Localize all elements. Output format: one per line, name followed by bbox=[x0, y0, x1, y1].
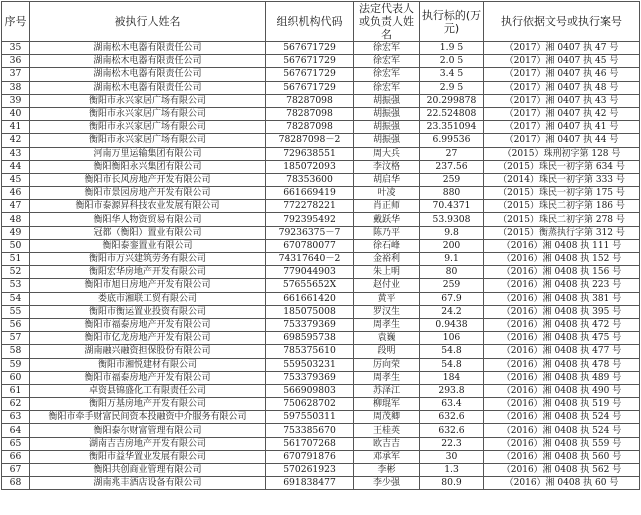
cell-representative: 徐宏军 bbox=[354, 55, 420, 68]
table-row bbox=[2, 147, 640, 160]
table-row bbox=[2, 345, 640, 358]
cell-seq: 68 bbox=[2, 477, 30, 490]
cell-seq: 64 bbox=[2, 424, 30, 437]
cell-representative: 戴跃华 bbox=[354, 213, 420, 226]
cell-amount: 3.4 5 bbox=[420, 68, 484, 81]
cell-org-code: 185072093 bbox=[266, 160, 354, 173]
cell-amount: 20.299878 bbox=[420, 94, 484, 107]
cell-representative: 王桂英 bbox=[354, 424, 420, 437]
table-row bbox=[2, 121, 640, 134]
cell-org-code: 785375610 bbox=[266, 345, 354, 358]
cell-doc-number: （2016）湘 0408 执 111 号 bbox=[484, 239, 640, 252]
cell-amount: 259 bbox=[420, 279, 484, 292]
cell-org-code: 567671729 bbox=[266, 42, 354, 55]
cell-amount: 67.9 bbox=[420, 292, 484, 305]
cell-representative: 欧吉吉 bbox=[354, 437, 420, 450]
cell-doc-number: （2015）珠民一初字第 634 号 bbox=[484, 160, 640, 173]
cell-doc-number: （2016）湘 0408 执 475 号 bbox=[484, 332, 640, 345]
cell-seq: 63 bbox=[2, 411, 30, 424]
cell-amount: 27 bbox=[420, 147, 484, 160]
cell-amount: 24.2 bbox=[420, 305, 484, 318]
table-row bbox=[2, 187, 640, 200]
cell-representative: 胡振强 bbox=[354, 94, 420, 107]
cell-org-code: 78287098 bbox=[266, 94, 354, 107]
cell-name: 衡阳泰尔财富管理有限公司 bbox=[30, 424, 266, 437]
cell-name: 湖南松木电器有限责任公司 bbox=[30, 55, 266, 68]
cell-representative: 胡振强 bbox=[354, 107, 420, 120]
table-row bbox=[2, 464, 640, 477]
cell-amount: 880 bbox=[420, 187, 484, 200]
cell-amount: 6.99536 bbox=[420, 134, 484, 147]
cell-doc-number: （2015）珠民二初字第 186 号 bbox=[484, 200, 640, 213]
table-row bbox=[2, 371, 640, 384]
cell-doc-number: （2016）湘 0408 执 524 号 bbox=[484, 411, 640, 424]
cell-doc-number: （2016）湘 0408 执 490 号 bbox=[484, 384, 640, 397]
cell-name: 衡阳市永兴家居广场有限公司 bbox=[30, 107, 266, 120]
cell-seq: 48 bbox=[2, 213, 30, 226]
cell-name: 湖南兆丰酒店设备有限公司 bbox=[30, 477, 266, 490]
cell-representative: 徐宏军 bbox=[354, 68, 420, 81]
table-row bbox=[2, 239, 640, 252]
cell-name: 衡阳市衡运置业投资有限公司 bbox=[30, 305, 266, 318]
cell-doc-number: （2014）珠民一初字第 333 号 bbox=[484, 173, 640, 186]
cell-name: 湖南融兴融资担保股份有限公司 bbox=[30, 345, 266, 358]
cell-org-code: 78287098 bbox=[266, 121, 354, 134]
cell-seq: 66 bbox=[2, 450, 30, 463]
cell-name: 衡阳泰銮置业有限公司 bbox=[30, 239, 266, 252]
cell-doc-number: （2015）衡蒸执行字第 312 号 bbox=[484, 226, 640, 239]
cell-doc-number: （2015）珠民二初字第 278 号 bbox=[484, 213, 640, 226]
cell-representative: 赵付业 bbox=[354, 279, 420, 292]
cell-name: 衡阳市泰源昇科技农业发展有限公司 bbox=[30, 200, 266, 213]
table-row bbox=[2, 477, 640, 490]
cell-org-code: 74317640－2 bbox=[266, 253, 354, 266]
cell-representative: 胡启华 bbox=[354, 173, 420, 186]
cell-doc-number: （2016）湘 0408 执 472 号 bbox=[484, 318, 640, 331]
table-row bbox=[2, 200, 640, 213]
cell-seq: 61 bbox=[2, 384, 30, 397]
cell-org-code: 661661420 bbox=[266, 292, 354, 305]
cell-amount: 632.6 bbox=[420, 424, 484, 437]
cell-name: 衡阳宏华房地产开发有限公司 bbox=[30, 266, 266, 279]
header-doc-number: 执行依据文号或执行案号 bbox=[484, 2, 640, 42]
cell-representative: 袁巍 bbox=[354, 332, 420, 345]
cell-name: 衡阳市永兴家居广场有限公司 bbox=[30, 94, 266, 107]
cell-representative: 罗汉生 bbox=[354, 305, 420, 318]
cell-name: 衡阳市益华置业发展有限公司 bbox=[30, 450, 266, 463]
cell-representative: 段明 bbox=[354, 345, 420, 358]
cell-seq: 52 bbox=[2, 266, 30, 279]
cell-name: 衡阳市旭日房地产开发有限公司 bbox=[30, 279, 266, 292]
cell-representative: 肖正师 bbox=[354, 200, 420, 213]
cell-doc-number: （2017）湘 0407 执 47 号 bbox=[484, 42, 640, 55]
cell-name: 衡阳华人物资贸易有限公司 bbox=[30, 213, 266, 226]
cell-amount: 293.8 bbox=[420, 384, 484, 397]
cell-representative: 李汶格 bbox=[354, 160, 420, 173]
cell-doc-number: （2016）湘 0408 执 395 号 bbox=[484, 305, 640, 318]
cell-representative: 金裕利 bbox=[354, 253, 420, 266]
cell-org-code: 559503231 bbox=[266, 358, 354, 371]
cell-doc-number: （2017）湘 0407 执 48 号 bbox=[484, 81, 640, 94]
table-row bbox=[2, 173, 640, 186]
cell-representative: 周大兵 bbox=[354, 147, 420, 160]
cell-name: 衡阳市牵手财富民间资本投融资中介服务有限公司 bbox=[30, 411, 266, 424]
cell-doc-number: （2015）珠刑初字第 128 号 bbox=[484, 147, 640, 160]
cell-org-code: 661669419 bbox=[266, 187, 354, 200]
cell-seq: 60 bbox=[2, 371, 30, 384]
cell-amount: 22.3 bbox=[420, 437, 484, 450]
table-row bbox=[2, 213, 640, 226]
cell-name: 衡阳市永兴家居广场有限公司 bbox=[30, 134, 266, 147]
cell-seq: 46 bbox=[2, 187, 30, 200]
cell-seq: 51 bbox=[2, 253, 30, 266]
header-representative: 法定代表人或负责人姓名 bbox=[354, 2, 420, 42]
cell-doc-number: （2016）湘 0408 执 519 号 bbox=[484, 398, 640, 411]
cell-doc-number: （2016）湘 0408 执 524 号 bbox=[484, 424, 640, 437]
cell-doc-number: （2017）湘 0407 执 41 号 bbox=[484, 121, 640, 134]
cell-org-code: 670791876 bbox=[266, 450, 354, 463]
table-row bbox=[2, 318, 640, 331]
table-row bbox=[2, 266, 640, 279]
cell-representative: 周孝生 bbox=[354, 318, 420, 331]
cell-seq: 53 bbox=[2, 279, 30, 292]
cell-org-code: 597550311 bbox=[266, 411, 354, 424]
header-org-code: 组织机构代码 bbox=[266, 2, 354, 42]
cell-org-code: 753379369 bbox=[266, 371, 354, 384]
cell-name: 衡阳市亿龙房地产开发有限公司 bbox=[30, 332, 266, 345]
cell-representative: 李少强 bbox=[354, 477, 420, 490]
cell-doc-number: （2016）湘 0408 执 156 号 bbox=[484, 266, 640, 279]
cell-org-code: 779044903 bbox=[266, 266, 354, 279]
cell-amount: 9.8 bbox=[420, 226, 484, 239]
cell-seq: 62 bbox=[2, 398, 30, 411]
table-row bbox=[2, 398, 640, 411]
cell-amount: 237.56 bbox=[420, 160, 484, 173]
cell-seq: 44 bbox=[2, 160, 30, 173]
table-row bbox=[2, 384, 640, 397]
table-row bbox=[2, 107, 640, 120]
cell-doc-number: （2016）湘 0408 执 223 号 bbox=[484, 279, 640, 292]
cell-doc-number: （2016）湘 0408 执 489 号 bbox=[484, 371, 640, 384]
cell-doc-number: （2017）湘 0407 执 42 号 bbox=[484, 107, 640, 120]
cell-seq: 55 bbox=[2, 305, 30, 318]
table-body bbox=[2, 42, 640, 490]
cell-seq: 39 bbox=[2, 94, 30, 107]
cell-seq: 37 bbox=[2, 68, 30, 81]
table-row bbox=[2, 81, 640, 94]
cell-name: 卓资县锦盛化工有限责任公司 bbox=[30, 384, 266, 397]
cell-name: 湖南松木电器有限责任公司 bbox=[30, 68, 266, 81]
cell-org-code: 185075008 bbox=[266, 305, 354, 318]
cell-amount: 2.9 5 bbox=[420, 81, 484, 94]
cell-name: 湖南松木电器有限责任公司 bbox=[30, 42, 266, 55]
table-row bbox=[2, 450, 640, 463]
table-row bbox=[2, 253, 640, 266]
cell-doc-number: （2016）湘 0408 执 152 号 bbox=[484, 253, 640, 266]
cell-representative: 叶凌 bbox=[354, 187, 420, 200]
cell-name: 娄底市湘联工贸有限公司 bbox=[30, 292, 266, 305]
table-row bbox=[2, 411, 640, 424]
cell-doc-number: （2017）湘 0407 执 43 号 bbox=[484, 94, 640, 107]
cell-amount: 80.9 bbox=[420, 477, 484, 490]
cell-amount: 106 bbox=[420, 332, 484, 345]
cell-representative: 周茂卿 bbox=[354, 411, 420, 424]
cell-doc-number: （2016）湘 0408 执 478 号 bbox=[484, 358, 640, 371]
cell-seq: 42 bbox=[2, 134, 30, 147]
cell-seq: 57 bbox=[2, 332, 30, 345]
cell-seq: 65 bbox=[2, 437, 30, 450]
cell-doc-number: （2017）湘 0407 执 44 号 bbox=[484, 134, 640, 147]
cell-name: 湖南松木电器有限责任公司 bbox=[30, 81, 266, 94]
cell-representative: 邓承军 bbox=[354, 450, 420, 463]
cell-name: 河南万里运输集团有限公司 bbox=[30, 147, 266, 160]
cell-org-code: 570261923 bbox=[266, 464, 354, 477]
cell-name: 冠都（衡阳）置业有限公司 bbox=[30, 226, 266, 239]
cell-seq: 38 bbox=[2, 81, 30, 94]
cell-doc-number: （2017）湘 0407 执 46 号 bbox=[484, 68, 640, 81]
cell-representative: 李彬 bbox=[354, 464, 420, 477]
cell-seq: 36 bbox=[2, 55, 30, 68]
cell-representative: 朱上明 bbox=[354, 266, 420, 279]
cell-org-code: 561707268 bbox=[266, 437, 354, 450]
cell-org-code: 567671729 bbox=[266, 55, 354, 68]
cell-seq: 58 bbox=[2, 345, 30, 358]
cell-seq: 45 bbox=[2, 173, 30, 186]
table-row bbox=[2, 424, 640, 437]
cell-org-code: 772278221 bbox=[266, 200, 354, 213]
cell-seq: 50 bbox=[2, 239, 30, 252]
cell-seq: 41 bbox=[2, 121, 30, 134]
cell-name: 衡阳市景园房地产开发有限公司 bbox=[30, 187, 266, 200]
cell-amount: 22.524808 bbox=[420, 107, 484, 120]
table-row bbox=[2, 279, 640, 292]
cell-amount: 53.9308 bbox=[420, 213, 484, 226]
cell-doc-number: （2016）湘 0408 执 477 号 bbox=[484, 345, 640, 358]
cell-name: 衡阳市湘悦建材有限公司 bbox=[30, 358, 266, 371]
cell-name: 衡阳市福泰房地产开发有限公司 bbox=[30, 371, 266, 384]
cell-org-code: 750628702 bbox=[266, 398, 354, 411]
cell-amount: 9.1 bbox=[420, 253, 484, 266]
cell-org-code: 57655652X bbox=[266, 279, 354, 292]
cell-representative: 徐宏军 bbox=[354, 42, 420, 55]
cell-amount: 1.3 bbox=[420, 464, 484, 477]
cell-org-code: 670780077 bbox=[266, 239, 354, 252]
cell-doc-number: （2016）湘 0408 执 559 号 bbox=[484, 437, 640, 450]
table-row bbox=[2, 160, 640, 173]
cell-org-code: 78287098 bbox=[266, 107, 354, 120]
cell-amount: 0.9438 bbox=[420, 318, 484, 331]
cell-doc-number: （2016）湘 0408 执 562 号 bbox=[484, 464, 640, 477]
cell-doc-number: （2015）珠民一初字第 175 号 bbox=[484, 187, 640, 200]
cell-doc-number: （2016）湘 0408 执 381 号 bbox=[484, 292, 640, 305]
cell-amount: 54.8 bbox=[420, 345, 484, 358]
table-row bbox=[2, 134, 640, 147]
cell-org-code: 698595738 bbox=[266, 332, 354, 345]
cell-name: 湖南吉吉房地产开发有限公司 bbox=[30, 437, 266, 450]
cell-representative: 厉向荣 bbox=[354, 358, 420, 371]
cell-name: 衡阳市长风房地产开发有限公司 bbox=[30, 173, 266, 186]
cell-name: 衡阳市福泰房地产开发有限公司 bbox=[30, 318, 266, 331]
header-row bbox=[2, 2, 640, 42]
cell-org-code: 753385670 bbox=[266, 424, 354, 437]
cell-seq: 67 bbox=[2, 464, 30, 477]
cell-org-code: 79236375－7 bbox=[266, 226, 354, 239]
cell-org-code: 567671729 bbox=[266, 68, 354, 81]
cell-org-code: 753379369 bbox=[266, 318, 354, 331]
cell-seq: 49 bbox=[2, 226, 30, 239]
cell-seq: 43 bbox=[2, 147, 30, 160]
cell-org-code: 78287098－2 bbox=[266, 134, 354, 147]
enforcement-table bbox=[1, 1, 640, 490]
header-seq: 序号 bbox=[2, 2, 30, 42]
cell-representative: 徐宏军 bbox=[354, 81, 420, 94]
cell-name: 衡阳市万兴建筑劳务有限公司 bbox=[30, 253, 266, 266]
table-row bbox=[2, 358, 640, 371]
cell-name: 衡阳衡阳永兴集团有限公司 bbox=[30, 160, 266, 173]
cell-org-code: 78353600 bbox=[266, 173, 354, 186]
table-row bbox=[2, 42, 640, 55]
table-row bbox=[2, 332, 640, 345]
cell-seq: 54 bbox=[2, 292, 30, 305]
header-amount: 执行标的(万元) bbox=[420, 2, 484, 42]
cell-amount: 259 bbox=[420, 173, 484, 186]
cell-representative: 胡振强 bbox=[354, 134, 420, 147]
cell-amount: 80 bbox=[420, 266, 484, 279]
cell-amount: 632.6 bbox=[420, 411, 484, 424]
cell-name: 衡阳市永兴家居广场有限公司 bbox=[30, 121, 266, 134]
cell-representative: 周孝生 bbox=[354, 371, 420, 384]
cell-representative: 黄平 bbox=[354, 292, 420, 305]
cell-amount: 23.351094 bbox=[420, 121, 484, 134]
cell-org-code: 792395492 bbox=[266, 213, 354, 226]
cell-amount: 70.4371 bbox=[420, 200, 484, 213]
cell-amount: 30 bbox=[420, 450, 484, 463]
table-row bbox=[2, 292, 640, 305]
cell-org-code: 566909803 bbox=[266, 384, 354, 397]
cell-org-code: 567671729 bbox=[266, 81, 354, 94]
cell-amount: 200 bbox=[420, 239, 484, 252]
cell-amount: 1.9 5 bbox=[420, 42, 484, 55]
cell-name: 衡阳共创商业管理有限公司 bbox=[30, 464, 266, 477]
table-row bbox=[2, 305, 640, 318]
table-header bbox=[2, 2, 640, 42]
table-row bbox=[2, 437, 640, 450]
table-row bbox=[2, 226, 640, 239]
table-row bbox=[2, 94, 640, 107]
cell-doc-number: （2016）湘 0408 执 560 号 bbox=[484, 450, 640, 463]
cell-seq: 59 bbox=[2, 358, 30, 371]
cell-seq: 40 bbox=[2, 107, 30, 120]
cell-seq: 35 bbox=[2, 42, 30, 55]
cell-amount: 63.4 bbox=[420, 398, 484, 411]
cell-name: 衡阳万基房地产开发有限公司 bbox=[30, 398, 266, 411]
cell-amount: 184 bbox=[420, 371, 484, 384]
cell-seq: 47 bbox=[2, 200, 30, 213]
cell-amount: 54.8 bbox=[420, 358, 484, 371]
cell-doc-number: （2016）湘 0408 执 60 号 bbox=[484, 477, 640, 490]
cell-org-code: 729638551 bbox=[266, 147, 354, 160]
cell-amount: 2.0 5 bbox=[420, 55, 484, 68]
table-row bbox=[2, 55, 640, 68]
cell-representative: 陈乃平 bbox=[354, 226, 420, 239]
cell-doc-number: （2017）湘 0407 执 45 号 bbox=[484, 55, 640, 68]
cell-org-code: 691838477 bbox=[266, 477, 354, 490]
cell-seq: 56 bbox=[2, 318, 30, 331]
cell-representative: 胡振强 bbox=[354, 121, 420, 134]
cell-representative: 苏泽江 bbox=[354, 384, 420, 397]
cell-representative: 柳琨军 bbox=[354, 398, 420, 411]
table-row bbox=[2, 68, 640, 81]
cell-representative: 徐石峰 bbox=[354, 239, 420, 252]
header-name: 被执行人姓名 bbox=[30, 2, 266, 42]
